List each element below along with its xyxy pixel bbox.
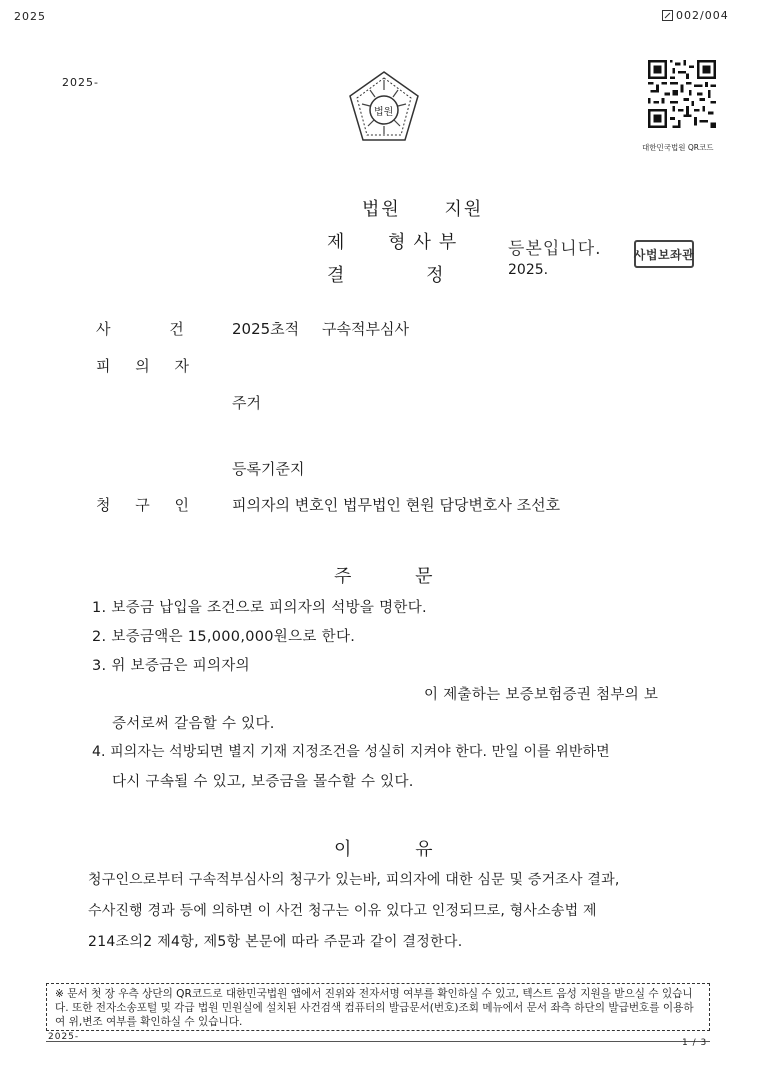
order-item-4-cont: 다시 구속될 수 있고, 보증금을 몰수할 수 있다. (112, 774, 414, 790)
case-number: 2025- (62, 76, 99, 89)
page-counter (662, 9, 729, 22)
fax-page-icon (662, 10, 673, 21)
order-item-2: 2. 보증금액은 15,000,000원으로 한다. (92, 629, 356, 645)
court-name: 법원 지원 (362, 199, 484, 220)
header-top-left: 2025 (14, 10, 46, 23)
order-item-3: 3. 위 보증금은 피의자의 (92, 658, 250, 674)
footer-issue-number: 2025- (48, 1032, 80, 1042)
reason-heading: 이 유 (334, 839, 435, 860)
certified-copy-text: 등본입니다. (508, 239, 602, 259)
footer-page-number: 1 / 3 (682, 1038, 708, 1048)
footer-divider (46, 1041, 710, 1042)
order-item-3-end: 증서로써 갈음할 수 있다. (112, 716, 275, 732)
order-heading: 주 문 (334, 566, 435, 587)
document-type: 결 정 (327, 265, 446, 286)
claimant-value: 피의자의 변호인 법무법인 현원 담당변호사 조선호 (232, 496, 561, 514)
qr-caption: 대한민국법원 QR코드 (642, 143, 714, 152)
seal-text: 사법보좌관 (634, 240, 694, 268)
verification-notice: ※ 문서 첫 장 우측 상단의 QR코드로 대한민국법원 앱에서 진위와 전자서명 여부를 확인하실 수 있고, 텍스트 음성 지원을 받으실 수 있습니다. 또한 전자소송포털 및 각급 법원 민원실에 설치된 사건검색 컴퓨터의 발급문서(번호)조회 메뉴에서 문서 좌측 하단의 발급번호를 이용하여 위,변조 여부를 확인하실 수 있습니다. (46, 983, 710, 1031)
case-label: 사 건 (96, 320, 184, 338)
order-item-3-cont: 이 제출하는 보증보험증권 첨부의 보 (424, 687, 659, 703)
order-item-4: 4. 피의자는 석방되면 별지 기재 지정조건을 성실히 지켜야 한다. 만일 이를 위반하면 (92, 744, 610, 760)
reason-line-3: 214조의2 제4항, 제5항 본문에 따라 주문과 같이 결정한다. (88, 934, 463, 950)
claimant-label: 청 구 인 (96, 496, 190, 514)
reason-line-1: 청구인으로부터 구속적부심사의 청구가 있는바, 피의자에 대한 심문 및 증거조사 결과, (88, 872, 620, 888)
qr-code (642, 60, 716, 152)
court-division: 제 형사부 (327, 232, 465, 253)
official-seal (634, 240, 694, 268)
suspect-label: 피 의 자 (96, 357, 190, 375)
page-counter-text: 002/004 (676, 9, 729, 22)
order-item-1: 1. 보증금 납입을 조건으로 피의자의 석방을 명한다. (92, 600, 427, 616)
registry-label: 등록기준지 (232, 460, 305, 478)
address-label: 주거 (232, 394, 261, 412)
court-emblem (348, 70, 420, 144)
emblem-text: 법원 (374, 107, 394, 118)
case-number-value: 2025초적 (232, 320, 300, 338)
reason-line-2: 수사진행 경과 등에 의하면 이 사건 청구는 이유 있다고 인정되므로, 형사소송법 제 (88, 903, 597, 919)
certified-date: 2025. (508, 262, 549, 278)
case-name-value: 구속적부심사 (322, 320, 409, 338)
